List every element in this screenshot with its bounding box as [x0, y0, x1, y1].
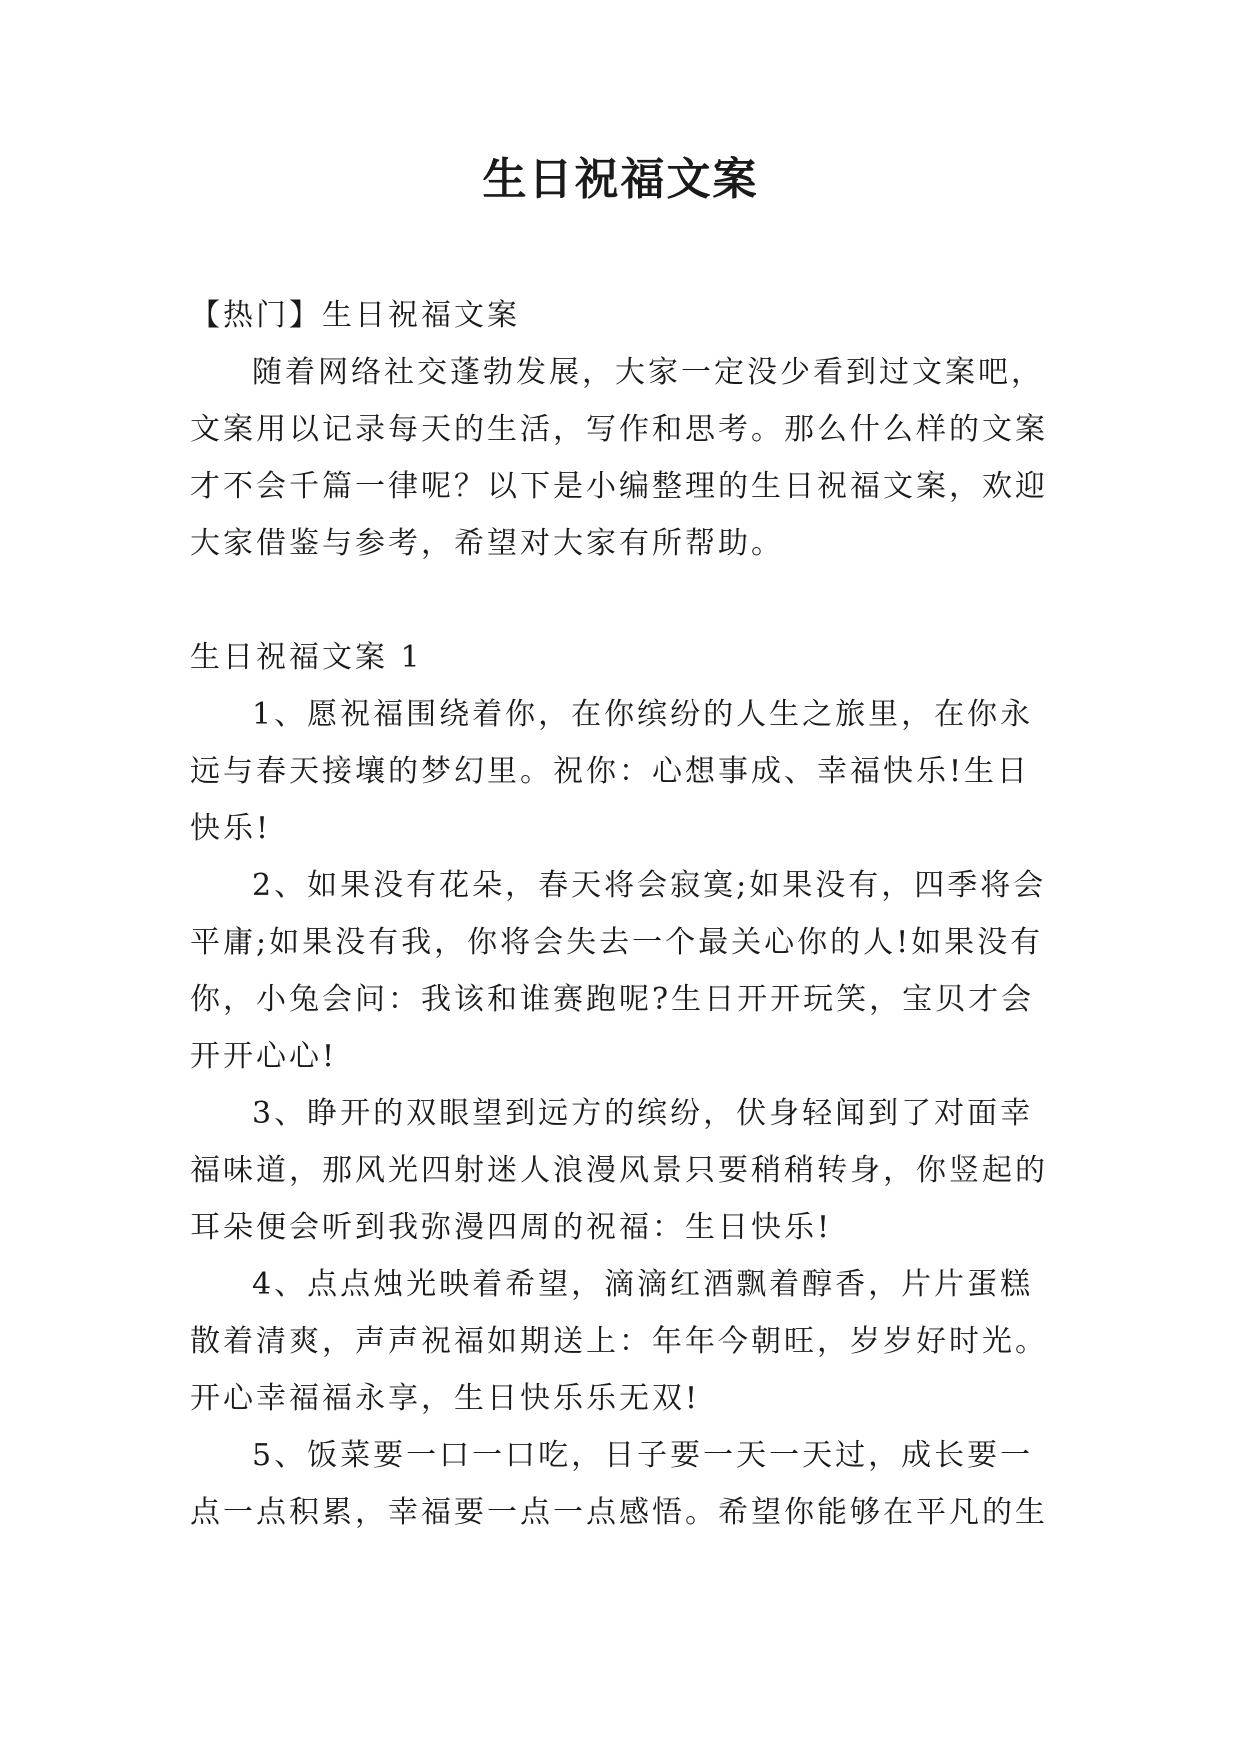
wish-item-4	[190, 1256, 1070, 1427]
paragraph-line: 耳朵便会听到我弥漫四周的祝福：生日快乐!	[190, 1210, 833, 1245]
paragraph-line: 快乐!	[190, 811, 272, 846]
wish-item-2	[190, 857, 1070, 1085]
paragraph-line: 文案用以记录每天的生活，写作和思考。那么什么样的文案	[190, 412, 1048, 447]
wish-item-5	[190, 1427, 1070, 1541]
paragraph-line: 4、点点烛光映着希望，滴滴红酒飘着醇香，片片蛋糕	[252, 1267, 1034, 1302]
paragraph-line: 1、愿祝福围绕着你，在你缤纷的人生之旅里，在你永	[252, 697, 1034, 732]
paragraph-line: 远与春天接壤的梦幻里。祝你：心想事成、幸福快乐!生日	[190, 754, 1031, 789]
paragraph-line: 随着网络社交蓬勃发展，大家一定没少看到过文案吧，	[252, 355, 1044, 390]
paragraph-line: 你，小兔会问：我该和谁赛跑呢?生日开开玩笑，宝贝才会	[190, 982, 1035, 1017]
document-title: 生日祝福文案	[482, 154, 759, 205]
paragraph-line: 平庸;如果没有我，你将会失去一个最关心你的人!如果没有	[190, 925, 1044, 960]
paragraph-line: 福味道，那风光四射迷人浪漫风景只要稍稍转身，你竖起的	[190, 1153, 1048, 1188]
intro-paragraph	[190, 344, 1070, 572]
paragraph-line: 开心幸福福永享，生日快乐乐无双!	[190, 1381, 701, 1416]
paragraph-line: 大家借鉴与参考，希望对大家有所帮助。	[190, 526, 784, 561]
paragraph-spacer	[190, 572, 1070, 629]
paragraph-line: 3、睁开的双眼望到远方的缤纷，伏身轻闻到了对面幸	[252, 1096, 1034, 1131]
document-body	[190, 287, 1070, 1541]
document-subtitle: 【热门】生日祝福文案	[190, 298, 520, 333]
paragraph-line: 点一点积累，幸福要一点一点感悟。希望你能够在平凡的生	[190, 1495, 1048, 1530]
section-heading: 生日祝福文案 1	[190, 640, 423, 675]
paragraph-line: 5、饭菜要一口一口吃，日子要一天一天过，成长要一	[252, 1438, 1034, 1473]
wish-item-1	[190, 686, 1070, 857]
paragraph-line: 2、如果没有花朵，春天将会寂寞;如果没有，四季将会	[252, 868, 1047, 903]
paragraph-line: 散着清爽，声声祝福如期送上：年年今朝旺，岁岁好时光。	[190, 1324, 1048, 1359]
paragraph-line: 开开心心!	[190, 1039, 338, 1074]
paragraph-line: 才不会千篇一律呢？以下是小编整理的生日祝福文案，欢迎	[190, 469, 1048, 504]
wish-item-3	[190, 1085, 1070, 1256]
